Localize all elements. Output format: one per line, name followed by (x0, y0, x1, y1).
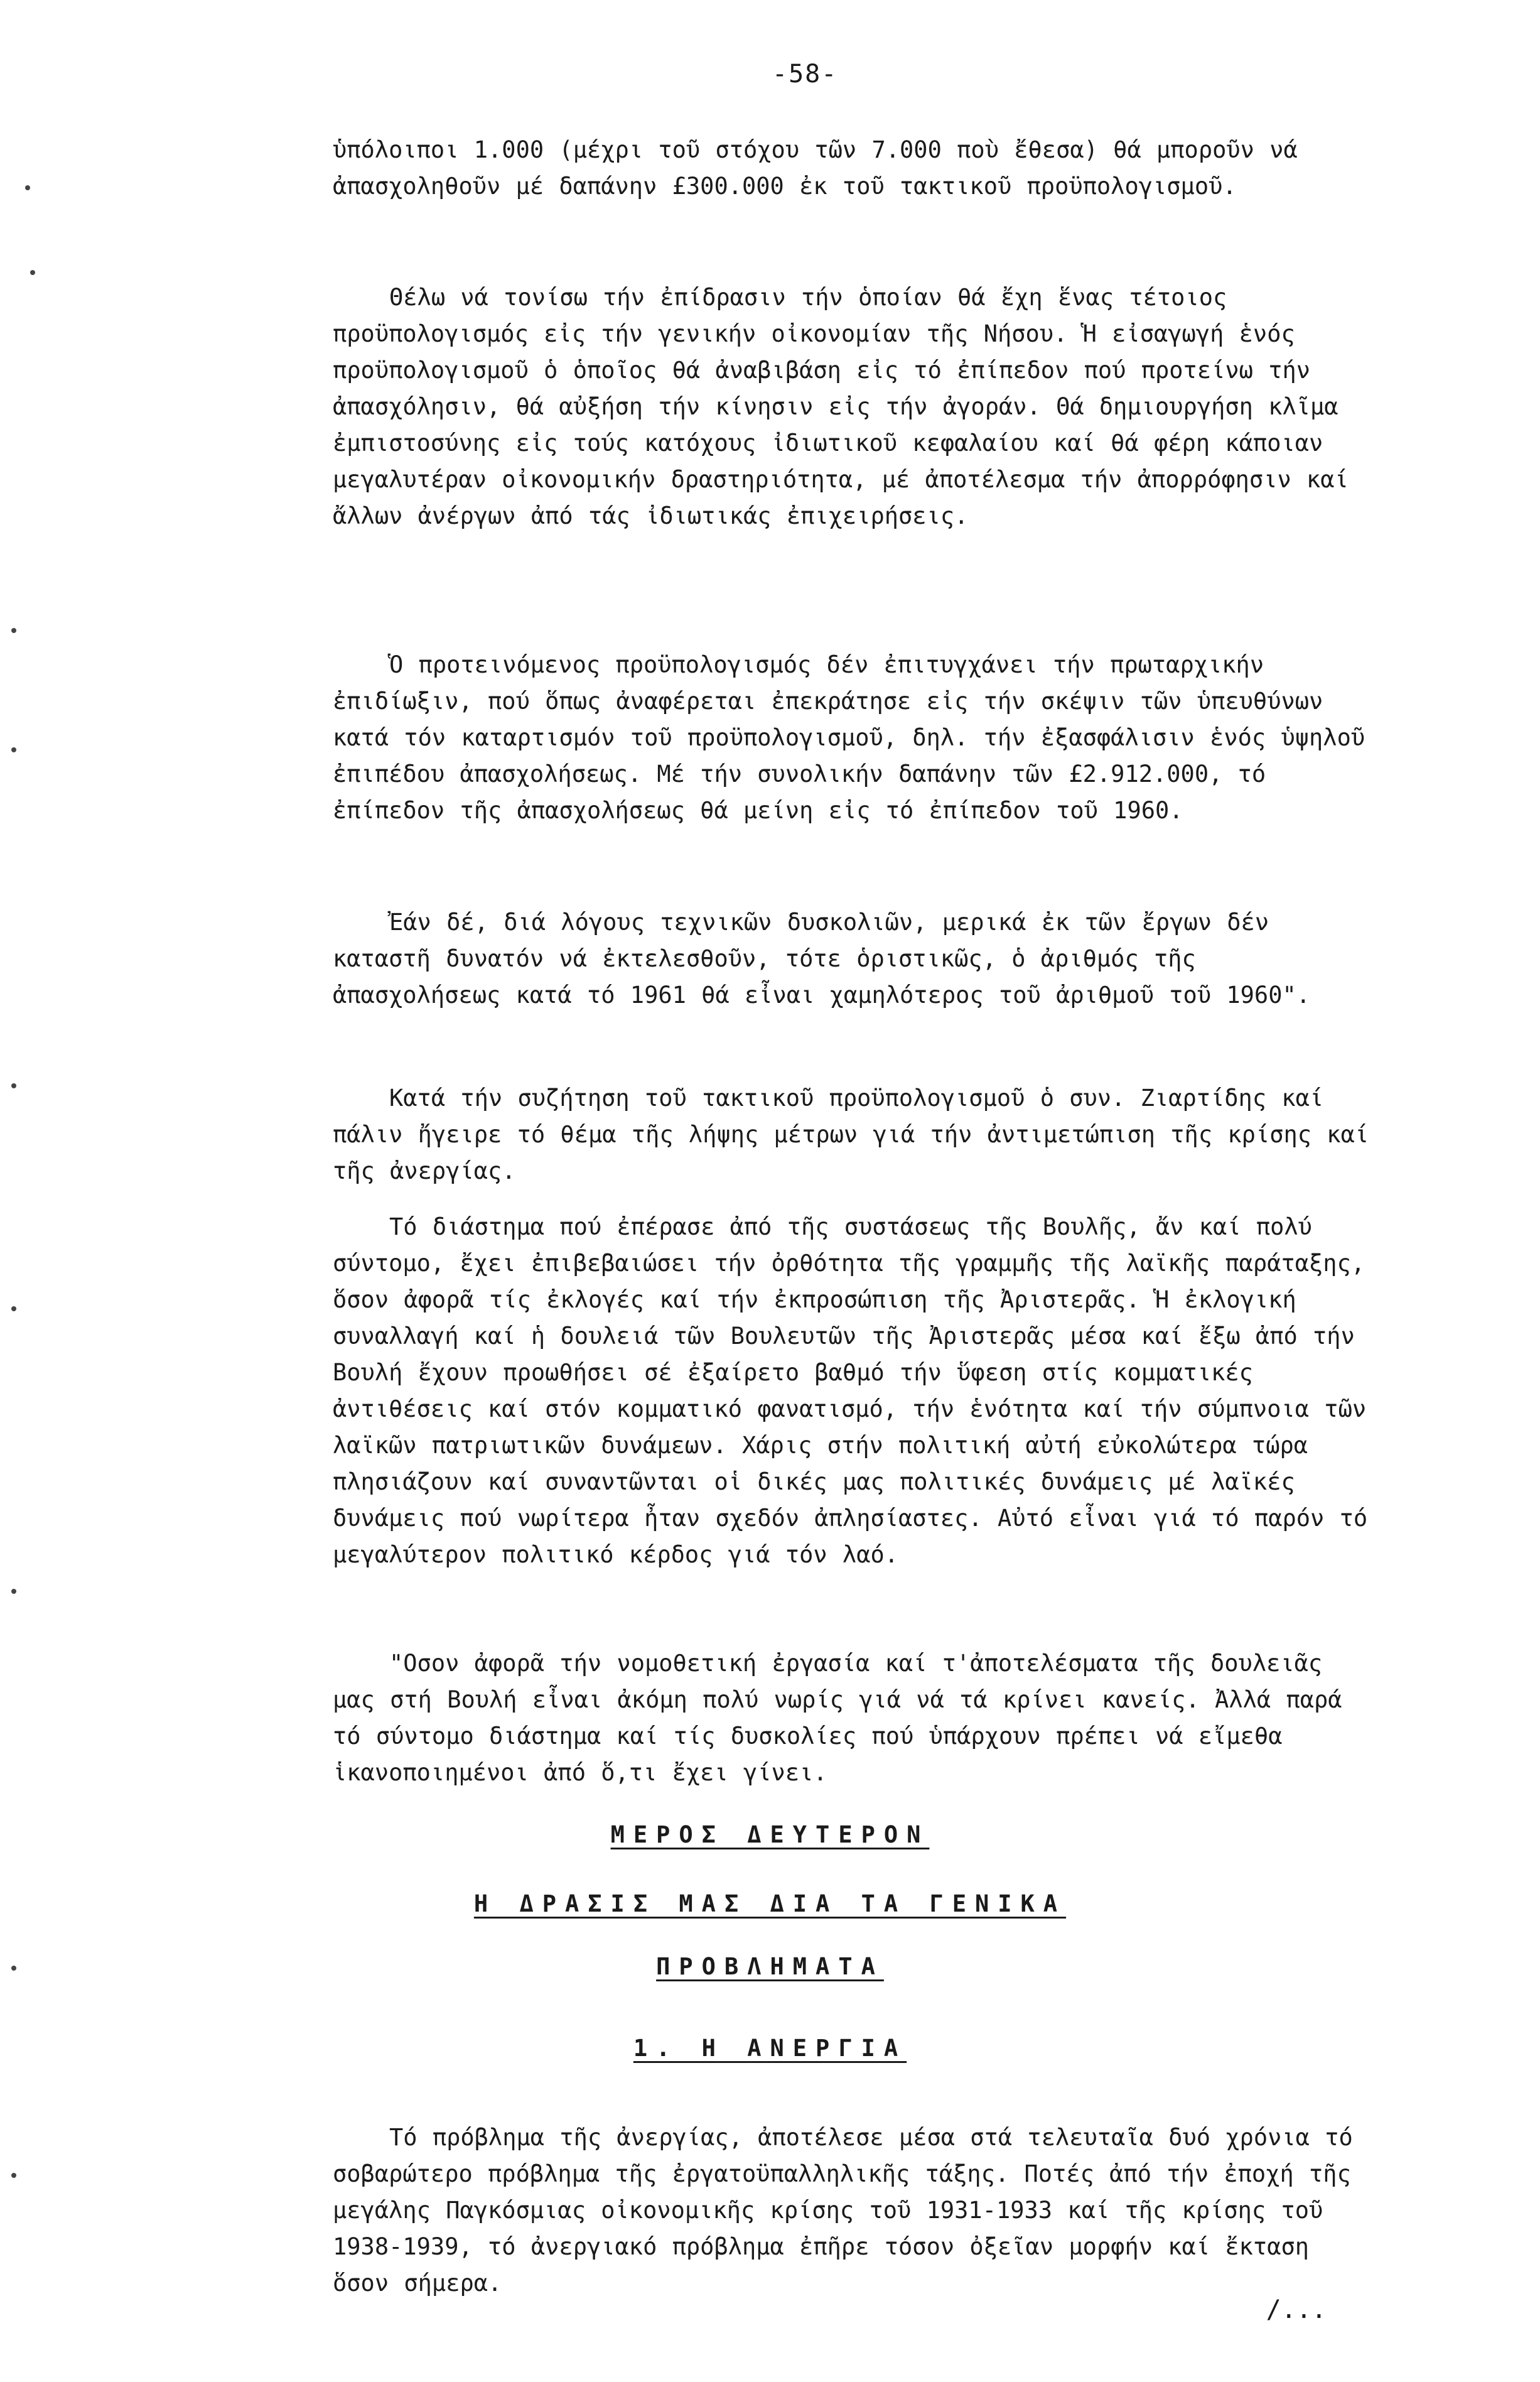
paragraph-8: Τό πρόβλημα τῆς ἀνεργίας, ἀποτέλεσε μέσα στά τελευταῖα δυό χρόνια τό σοβαρώτερο πρόβλημα τῆς ἐργατοϋπαλληλικῆς τάξης. Ποτές ἀπό τήν ἐποχή τῆς μεγάλης Παγκόσμιας οἰκονομικῆς κρίσης τοῦ 1931-1933 καί τῆς κρίσης τοῦ 1938-1939, τό ἀνεργιακό πρόβλημα ἐπῆρε τόσον ὀξεῖαν μορφήν καί ἔκταση ὅσον σήμερα. (333, 2124, 1353, 2297)
paragraph-5: Κατά τήν συζήτηση τοῦ τακτικοῦ προϋπολογισμοῦ ὁ συν. Ζιαρτίδης καί πάλιν ἤγειρε τό θέμα τῆς λήψης μέτρων γιά τήν ἀντιμετώπιση τῆς κρίσης καί τῆς ἀνεργίας. (333, 1085, 1369, 1184)
paragraph-6: Τό διάστημα πού ἐπέρασε ἀπό τῆς συστάσεως τῆς Βουλῆς, ἄν καί πολύ σύντομο, ἔχει ἐπιβεβαιώσει τήν ὀρθότητα τῆς γραμμῆς τῆς λαϊκῆς παράταξης, ὅσον ἀφορᾶ τίς ἐκλογές καί τήν ἐκπροσώπιση τῆς Ἀριστερᾶς. Ἡ ἐκλογική συναλλαγή καί ἡ δουλειά τῶν Βουλευτῶν τῆς Ἀριστερᾶς μέσα καί ἔξω ἀπό τήν Βουλή ἔχουν προωθήσει σέ ἐξαίρετο βαθμό τήν ὕφεση στίς κομματικές ἀντιθέσεις καί στόν κομματικό φανατισμό, τήν ἑνότητα καί τήν σύμπνοια τῶν λαϊκῶν πατριωτικῶν δυνάμεων. Χάρις στήν πολιτική αὐτή εὐκολώτερα τώρα πλησιάζουν καί συναντῶνται οἱ δικές μας πολιτικές δυνάμεις μέ λαϊκές δυνάμεις πού νωρίτερα ἦταν σχεδόν ἀπλησίαστες. Αὐτό εἶναι γιά τό παρόν τό μεγαλύτερον πολιτικό κέρδος γιά τόν λαό. (333, 1213, 1368, 1568)
margin-dot (11, 628, 16, 633)
title-heading-line-1: Η ΔΡΑΣΙΣ ΜΑΣ ΔΙΑ ΤΑ ΓΕΝΙΚΑ (473, 1890, 1067, 1917)
margin-dot (11, 747, 16, 752)
continuation-mark: /... (1266, 2295, 1327, 2324)
paragraph-2: Θέλω νά τονίσω τήν ἐπίδρασιν τήν ὁποίαν θά ἔχη ἕνας τέτοιος προϋπολογισμός εἰς τήν γενικήν οἰκονομίαν τῆς Νήσου. Ἡ εἰσαγωγή ἑνός προϋπολογισμοῦ ὁ ὁποῖος θά ἀναβιβάση εἰς τό ἐπίπεδον πού προτείνω τήν ἀπασχόλησιν, θά αὐξήση τήν κίνησιν εἰς τήν ἀγοράν. Θά δημιουργήση κλῖμα ἐμπιστοσύνης εἰς τούς κατόχους ἰδιωτικοῦ κεφαλαίου καί θά φέρη κάποιαν μεγαλυτέραν οἰκονομικήν δραστηριότητα, μέ ἀποτέλεσμα τήν ἀπορρόφησιν καί ἄλλων ἀνέργων ἀπό τάς ἰδιωτικάς ἐπιχειρήσεις. (333, 284, 1349, 529)
page-number: -58- (772, 60, 838, 89)
margin-dot (11, 1306, 16, 1311)
title-heading-line-2: ΠΡΟΒΛΗΜΑΤΑ (656, 1953, 884, 1980)
paragraph-7: "Οσον ἀφορᾶ τήν νομοθετική ἐργασία καί τ'ἀποτελέσματα τῆς δουλειᾶς μας στή Βουλή εἶναι ἀκόμη πολύ νωρίς γιά νά τά κρίνει κανείς. Ἀλλά παρά τό σύντομο διάστημα καί τίς δυσκολίες πού ὑπάρχουν πρέπει νά εἴμεθα ἱκανοποιημένοι ἀπό ὅ,τι ἔχει γίνει. (333, 1650, 1342, 1786)
margin-dot (11, 1589, 16, 1594)
paragraph-1: ὑπόλοιποι 1.000 (μέχρι τοῦ στόχου τῶν 7.000 ποὺ ἔθεσα) θά μποροῦν νά ἀπασχοληθοῦν μέ δαπάνην £300.000 ἐκ τοῦ τακτικοῦ προϋπολογισμοῦ. (333, 136, 1298, 200)
margin-dot (30, 270, 35, 275)
section-heading: 1. Η ΑΝΕΡΓΙΑ (633, 2035, 907, 2062)
paragraph-3: Ὁ προτεινόμενος προϋπολογισμός δέν ἐπιτυγχάνει τήν πρωταρχικήν ἐπιδίωξιν, πού ὅπως ἀναφέρεται ἐπεκράτησε εἰς τήν σκέψιν τῶν ὑπευθύνων κατά τόν καταρτισμόν τοῦ προϋπολογισμοῦ, δηλ. τήν ἐξασφάλισιν ἑνός ὑψηλοῦ ἐπιπέδου ἀπασχολήσεως. Μέ τήν συνολικήν δαπάνην τῶν £2.912.000, τό ἐπίπεδον τῆς ἀπασχολήσεως θά μείνη εἰς τό ἐπίπεδον τοῦ 1960. (333, 651, 1365, 824)
margin-dot (11, 1083, 16, 1088)
part-heading: ΜΕΡΟΣ ΔΕΥΤΕΡΟΝ (610, 1821, 930, 1848)
margin-dot (11, 1966, 16, 1971)
margin-dot (25, 185, 30, 190)
paragraph-4: Ἐάν δέ, διά λόγους τεχνικῶν δυσκολιῶν, μερικά ἐκ τῶν ἔργων δέν καταστῆ δυνατόν νά ἐκτελεσθοῦν, τότε ὁριστικῶς, ὁ ἀριθμός τῆς ἀπασχολήσεως κατά τό 1961 θά εἶναι χαμηλότερος τοῦ ἀριθμοῦ τοῦ 1960". (333, 909, 1311, 1009)
margin-dot (11, 2173, 16, 2178)
